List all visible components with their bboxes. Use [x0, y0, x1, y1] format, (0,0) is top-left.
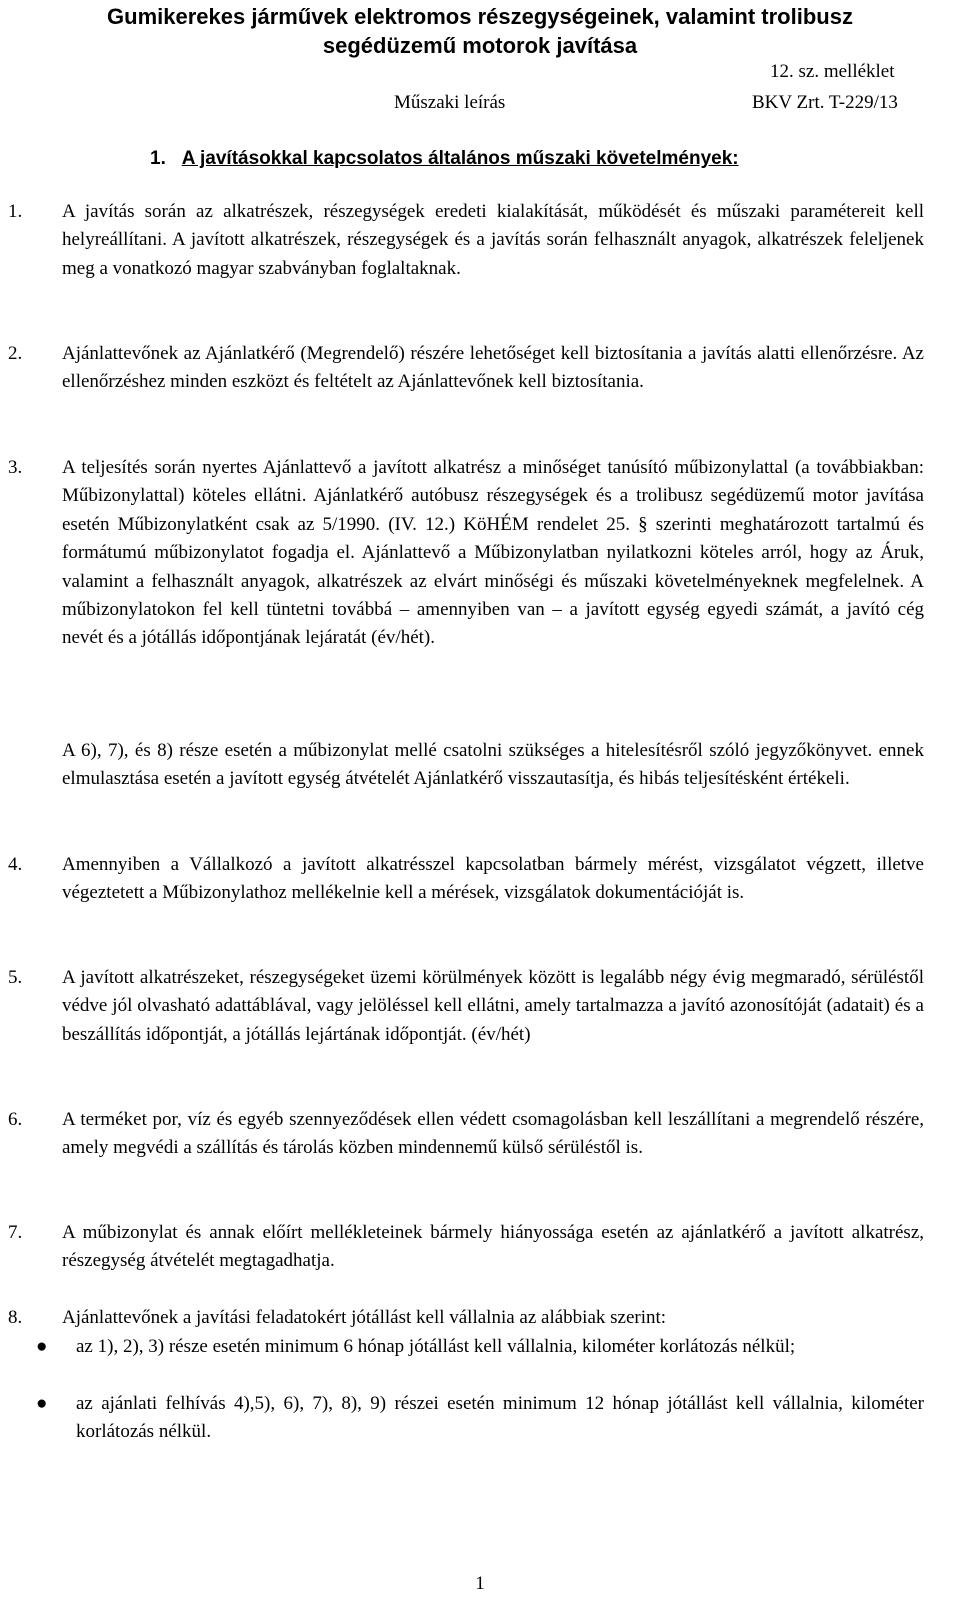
item-text: A terméket por, víz és egyéb szennyeződések ellen védett csomagolásban kell leszállítani a megrendelő részére, amely megvédi a szállítás és tárolás közben mindennemű külső sérüléstől is.	[62, 1109, 924, 1159]
item-number: 1.	[8, 201, 23, 222]
bullet-item: az ajánlati felhívás 4),5), 6), 7), 8), 9) részei esetén minimum 12 hónap jótállást kell vállalnia, kilométer korlátozás nélkül.	[76, 1393, 924, 1443]
section-title: A javításokkal kapcsolatos általános műszaki követelmények:	[181, 148, 739, 169]
item-text: A teljesítés során nyertes Ajánlattevő a javított alkatrész a minőséget tanúsító műbizonylattal (a továbbiakban: Műbizonylattal) köteles ellátni. Ajánlatkérő autóbusz részegységek és a trolibusz segédüzemű motor javítása esetén Műbizonylatként csak az 5/1990. (IV. 12.) KöHÉM rendelet 25. § szerinti meghatározott tartalmú és formátumú műbizonylatot fogadja el. Ajánlattevő a Műbizonylatban nyilatkozni köteles arról, hogy az Áruk, valamint a felhasznált anyagok, alkatrészek az elvárt minőségi és műszaki követelményeknek megfelelnek. A műbizonylatokon fel kell tüntetni továbbá – amennyiben van – a javított egység egyedi számát, a javító cég nevét és a jótállás időpontjának lejáratát (év/hét).	[62, 457, 924, 649]
section-heading	[150, 147, 739, 171]
item-number: 4.	[8, 854, 23, 875]
bullet-icon: ●	[36, 1336, 48, 1357]
item-text: Ajánlattevőnek az Ajánlatkérő (Megrendelő) részére lehetőséget kell biztosítania a javítás alatti ellenőrzésre. Az ellenőrzéshez minden eszközt és feltételt az Ajánlattevőnek kell biztosítania.	[62, 343, 924, 393]
section-number: 1.	[150, 148, 166, 169]
annex-label: 12. sz. melléklet	[770, 61, 895, 82]
item-text-continued: A 6), 7), és 8) része esetén a műbizonylat mellé csatolni szükséges a hitelesítésről szóló jegyzőkönyvet. ennek elmulasztása esetén a javított egység átvételét Ajánlatkérő visszautasítja, és hibás teljesítésként értékeli.	[62, 740, 924, 790]
item-number: 3.	[8, 457, 23, 478]
item-number: 5.	[8, 967, 23, 988]
item-text: Amennyiben a Vállalkozó a javított alkatrésszel kapcsolatban bármely mérést, vizsgálatot végzett, illetve végeztetett a Műbizonylathoz mellékelnie kell a mérések, vizsgálatok dokumentációját is.	[62, 854, 924, 904]
item-number: 2.	[8, 343, 23, 364]
page-number: 1	[475, 1573, 485, 1594]
item-text: A javítás során az alkatrészek, részegységek eredeti kialakítását, működését és műszaki paramétereit kell helyreállítani. A javított alkatrészek, részegységek és a javítás során felhasznált anyagok, alkatrészek feleljenek meg a vonatkozó magyar szabványban foglaltaknak.	[62, 201, 924, 279]
item-text: A javított alkatrészeket, részegységeket üzemi körülmények között is legalább négy évig megmaradó, sérüléstől védve jól olvasható adattáblával, vagy jelöléssel kell ellátni, amely tartalmazza a javító azonosítóját (adatait) és a beszállítás időpontját, a jótállás lejártának időpontját. (év/hét)	[62, 967, 924, 1045]
item-number: 6.	[8, 1109, 23, 1130]
document-title: Gumikerekes járművek elektromos részegységeinek, valamint trolibusz segédüzemű motorok javítása	[107, 4, 853, 58]
item-text: A műbizonylat és annak előírt mellékleteinek bármely hiányossága esetén az ajánlatkérő a javított alkatrész, részegység átvételét megtagadhatja.	[62, 1222, 924, 1272]
bullet-icon: ●	[36, 1393, 48, 1414]
item-number: 7.	[8, 1222, 23, 1243]
bullet-item: az 1), 2), 3) része esetén minimum 6 hónap jótállást kell vállalnia, kilométer korlátozás nélkül;	[76, 1336, 796, 1357]
document-subtitle: Műszaki leírás	[394, 92, 506, 113]
item-number: 8.	[8, 1307, 23, 1328]
document-reference: BKV Zrt. T-229/13	[752, 92, 898, 113]
item-text: Ajánlattevőnek a javítási feladatokért jótállást kell vállalnia az alábbiak szerint:	[62, 1307, 667, 1328]
